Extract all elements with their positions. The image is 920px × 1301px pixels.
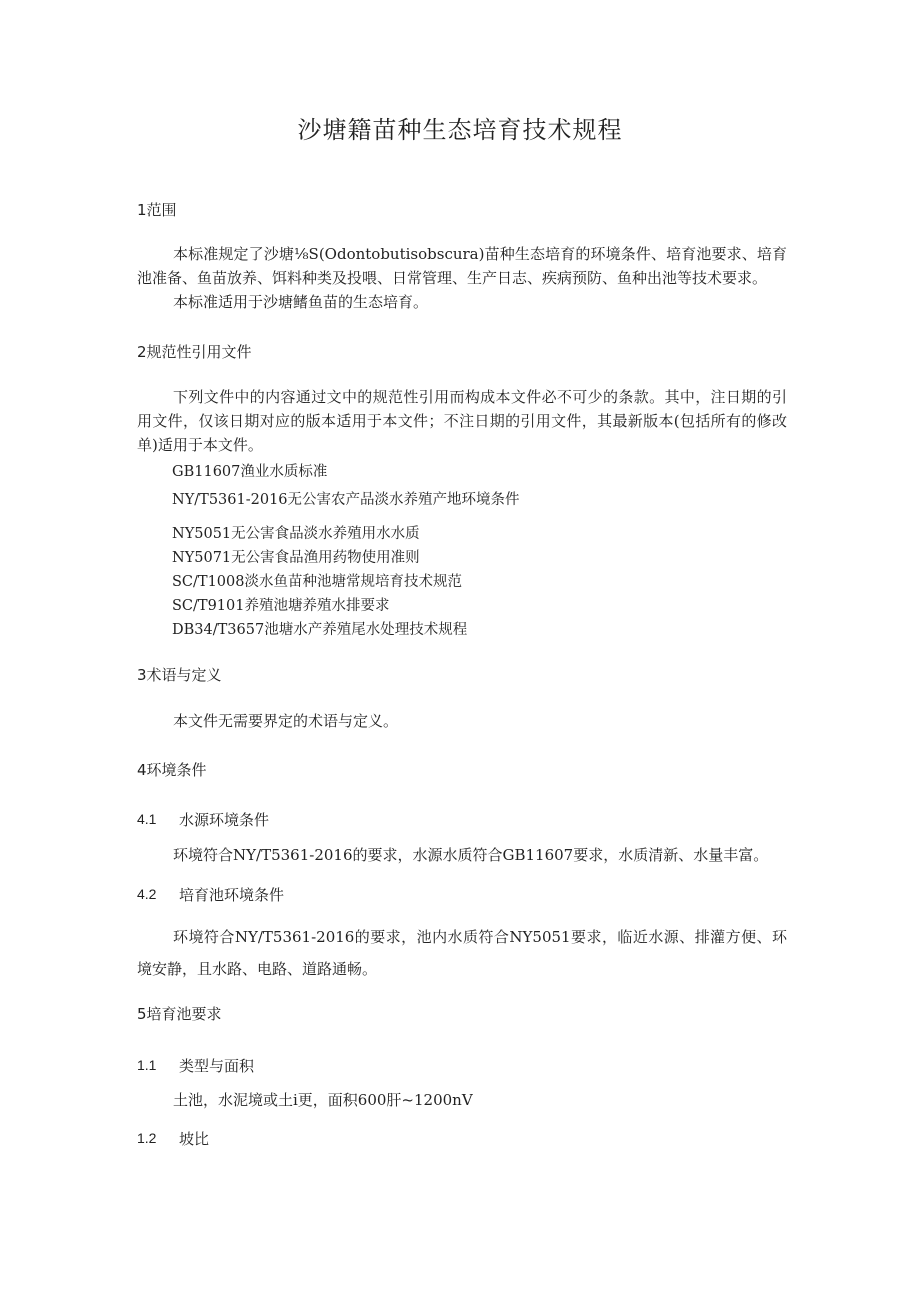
section-heading-pond-requirements: 5培育池要求 xyxy=(137,1005,222,1023)
subsection-number: 1.2 xyxy=(137,1130,157,1146)
water-source-paragraph: 环境符合NY/T5361-2016的要求，水源水质符合GB11607要求，水质清新、水量丰富。 xyxy=(173,846,769,864)
type-area-paragraph: 土池，水泥境或土i更，面积600肝~1200nV xyxy=(173,1091,473,1109)
section-heading-scope: 1范围 xyxy=(137,201,177,219)
reference-item: NY5051无公害食品淡水养殖用水水质 xyxy=(172,526,420,542)
reference-item: SC/T9101养殖池塘养殖水排要求 xyxy=(172,598,390,614)
reference-item: DB34/T3657池塘水产养殖尾水处理技术规程 xyxy=(172,622,468,638)
subsection-heading-slope-ratio: 坡比 xyxy=(179,1130,210,1148)
subsection-heading-pond-environment: 培育池环境条件 xyxy=(179,886,285,904)
pond-environment-paragraph: 环境符合NY/T5361-2016的要求，池内水质符合NY5051要求，临近水源、排灌方便、环境安静，且水路、电路、道路通畅。 xyxy=(137,928,787,978)
subsection-number: 4.1 xyxy=(137,811,157,827)
scope-paragraph-1: 本标准规定了沙塘⅛S(Odontobutisobscura)苗种生态培育的环境条件、培育池要求、培育池准备、鱼苗放养、饵料种类及投喂、日常管理、生产日志、疾病预防、鱼种出池等技术要求。 xyxy=(137,245,787,287)
scope-paragraph-2: 本标准适用于沙塘鳍鱼苗的生态培育。 xyxy=(173,293,429,311)
section-heading-environment: 4环境条件 xyxy=(137,761,207,779)
reference-item: NY/T5361-2016无公害农产品淡水养殖产地环境条件 xyxy=(172,492,520,508)
reference-item: GB11607渔业水质标准 xyxy=(172,464,328,480)
document-title: 沙塘籍苗种生态培育技术规程 xyxy=(297,116,623,144)
section-heading-terms: 3术语与定义 xyxy=(137,666,222,684)
references-intro-paragraph: 下列文件中的内容通过文中的规范性引用而构成本文件必不可少的条款。其中，注日期的引用文件，仅该日期对应的版本适用于本文件；不注日期的引用文件，其最新版本(包括所有的修改单)适用于本文件。 xyxy=(137,388,787,454)
subsection-number: 4.2 xyxy=(137,886,157,902)
terms-paragraph: 本文件无需要界定的术语与定义。 xyxy=(173,712,399,730)
subsection-number: 1.1 xyxy=(137,1057,157,1073)
reference-item: NY5071无公害食品渔用药物使用准则 xyxy=(172,550,420,566)
reference-item: SC/T1008淡水鱼苗种池塘常规培育技术规范 xyxy=(172,574,462,590)
subsection-heading-type-area: 类型与面积 xyxy=(179,1057,255,1075)
subsection-heading-water-source: 水源环境条件 xyxy=(179,811,270,829)
section-heading-normative-references: 2规范性引用文件 xyxy=(137,343,252,361)
